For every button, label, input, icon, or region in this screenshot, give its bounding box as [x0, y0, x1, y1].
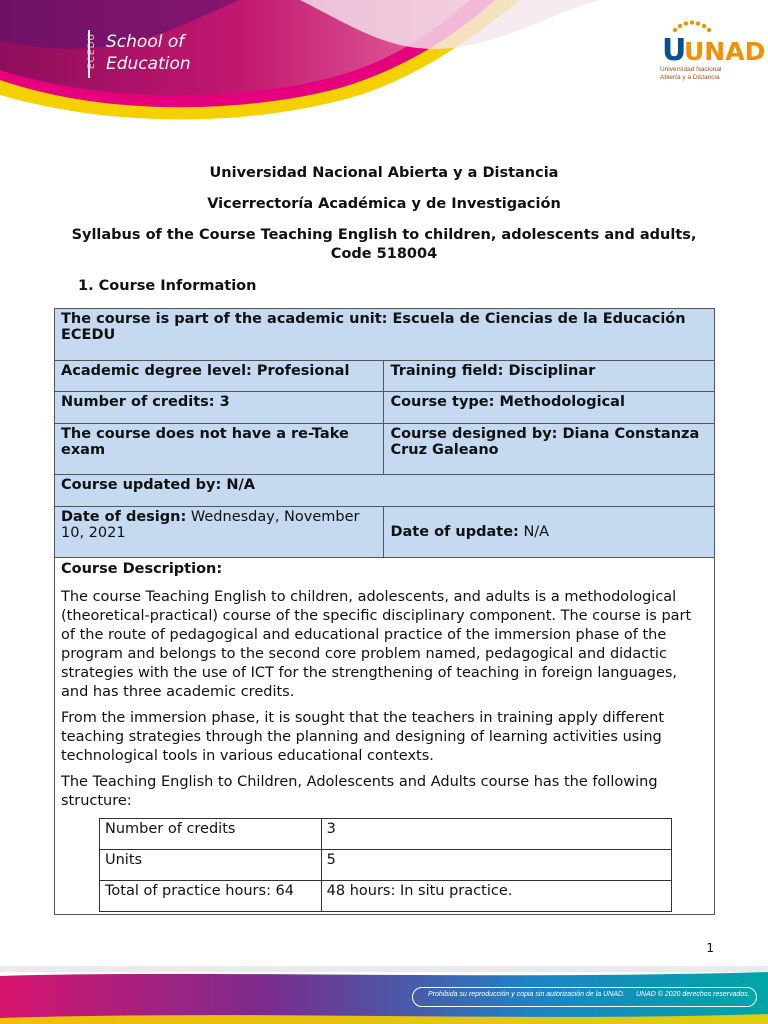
school-line-1: School of: [106, 32, 185, 52]
school-line-2: Education: [106, 54, 191, 74]
table-row: [100, 850, 672, 881]
updated-by-cell: Course updated by: N/A: [55, 475, 715, 507]
unad-logo-subtitle: [660, 66, 750, 82]
footer-copyright: UNAD © 2020 derechos reservados.: [636, 991, 750, 998]
training-field-cell: Training field: Disciplinar: [384, 361, 715, 392]
footer-reproduction-notice: Prohibida su reproducción y copia sin autorización de la UNAD.: [428, 991, 625, 998]
date-of-design-cell: [55, 507, 384, 558]
course-info-table: [54, 308, 715, 915]
structure-cell-label: Units: [100, 850, 322, 881]
svg-text:U: U: [662, 33, 687, 68]
course-type-cell: Course type: Methodological: [384, 392, 715, 424]
logo-sub-line-2: Abierta y a Distancia: [660, 74, 720, 81]
table-row: [100, 819, 672, 850]
course-description-cell: [55, 558, 715, 915]
school-of-education-logo: [88, 30, 228, 80]
date-of-design-value: Wednesday, November 10, 2021: [61, 509, 360, 541]
designed-by-cell: Course designed by: Diana Constanza Cruz Galeano: [384, 424, 715, 475]
description-title: Course Description:: [61, 561, 223, 577]
degree-level-cell: Academic degree level: Profesional: [55, 361, 384, 392]
ecedu-tag: ECEDU: [87, 32, 98, 70]
structure-cell-value: 3: [321, 819, 671, 850]
unad-logo-mark: [660, 20, 766, 68]
unad-logo: [660, 20, 766, 90]
description-paragraph-3: The Teaching English to Children, Adolescents and Adults course has the following structure:: [61, 774, 658, 809]
structure-cell-value: 48 hours: In situ practice.: [321, 881, 671, 912]
date-of-design-label: Date of design:: [61, 509, 187, 525]
credits-cell: Number of credits: 3: [55, 392, 384, 424]
university-name: Universidad Nacional Abierta y a Distancia: [209, 165, 559, 181]
retake-cell: The course does not have a re-Take exam: [55, 424, 384, 475]
structure-cell-value: 5: [321, 850, 671, 881]
date-of-update-label: Date of update:: [390, 524, 519, 540]
section-heading: 1. Course Information: [78, 278, 257, 294]
structure-cell-label: Number of credits: [100, 819, 322, 850]
description-paragraph-1: The course Teaching English to children, adolescents, and adults is a methodological (theoretical-practical) course of the specific disciplinary component. The course is part of the route of pedagogical and educational practice of the immersion phase of the program and belongs to the second core problem named, pedagogical and didactic strategies with the use of ICT for the strengthening of teaching in foreign languages, and has three academic credits.: [61, 589, 692, 700]
logo-sub-line-1: Universidad Nacional: [660, 66, 722, 73]
course-code: Code 518004: [330, 246, 438, 262]
academic-unit-cell: The course is part of the academic unit: Escuela de Ciencias de la Educación ECEDU: [55, 309, 715, 361]
structure-table: [99, 818, 672, 912]
date-of-update-cell: [384, 507, 715, 558]
description-paragraph-2: From the immersion phase, it is sought that the teachers in training apply different teaching strategies through the planning and designing of learning activities using technological tools in various educational contexts.: [61, 710, 665, 764]
syllabus-title: Syllabus of the Course Teaching English to children, adolescents and adults,: [71, 227, 697, 243]
unad-logo-text: UNAD: [684, 37, 766, 66]
vicerrectoria-heading: Vicerrectoría Académica y de Investigación: [207, 196, 561, 212]
page-number: 1: [706, 941, 714, 955]
date-of-update-value: N/A: [518, 524, 550, 540]
structure-cell-label: Total of practice hours: 64: [100, 881, 322, 912]
table-row: [100, 881, 672, 912]
